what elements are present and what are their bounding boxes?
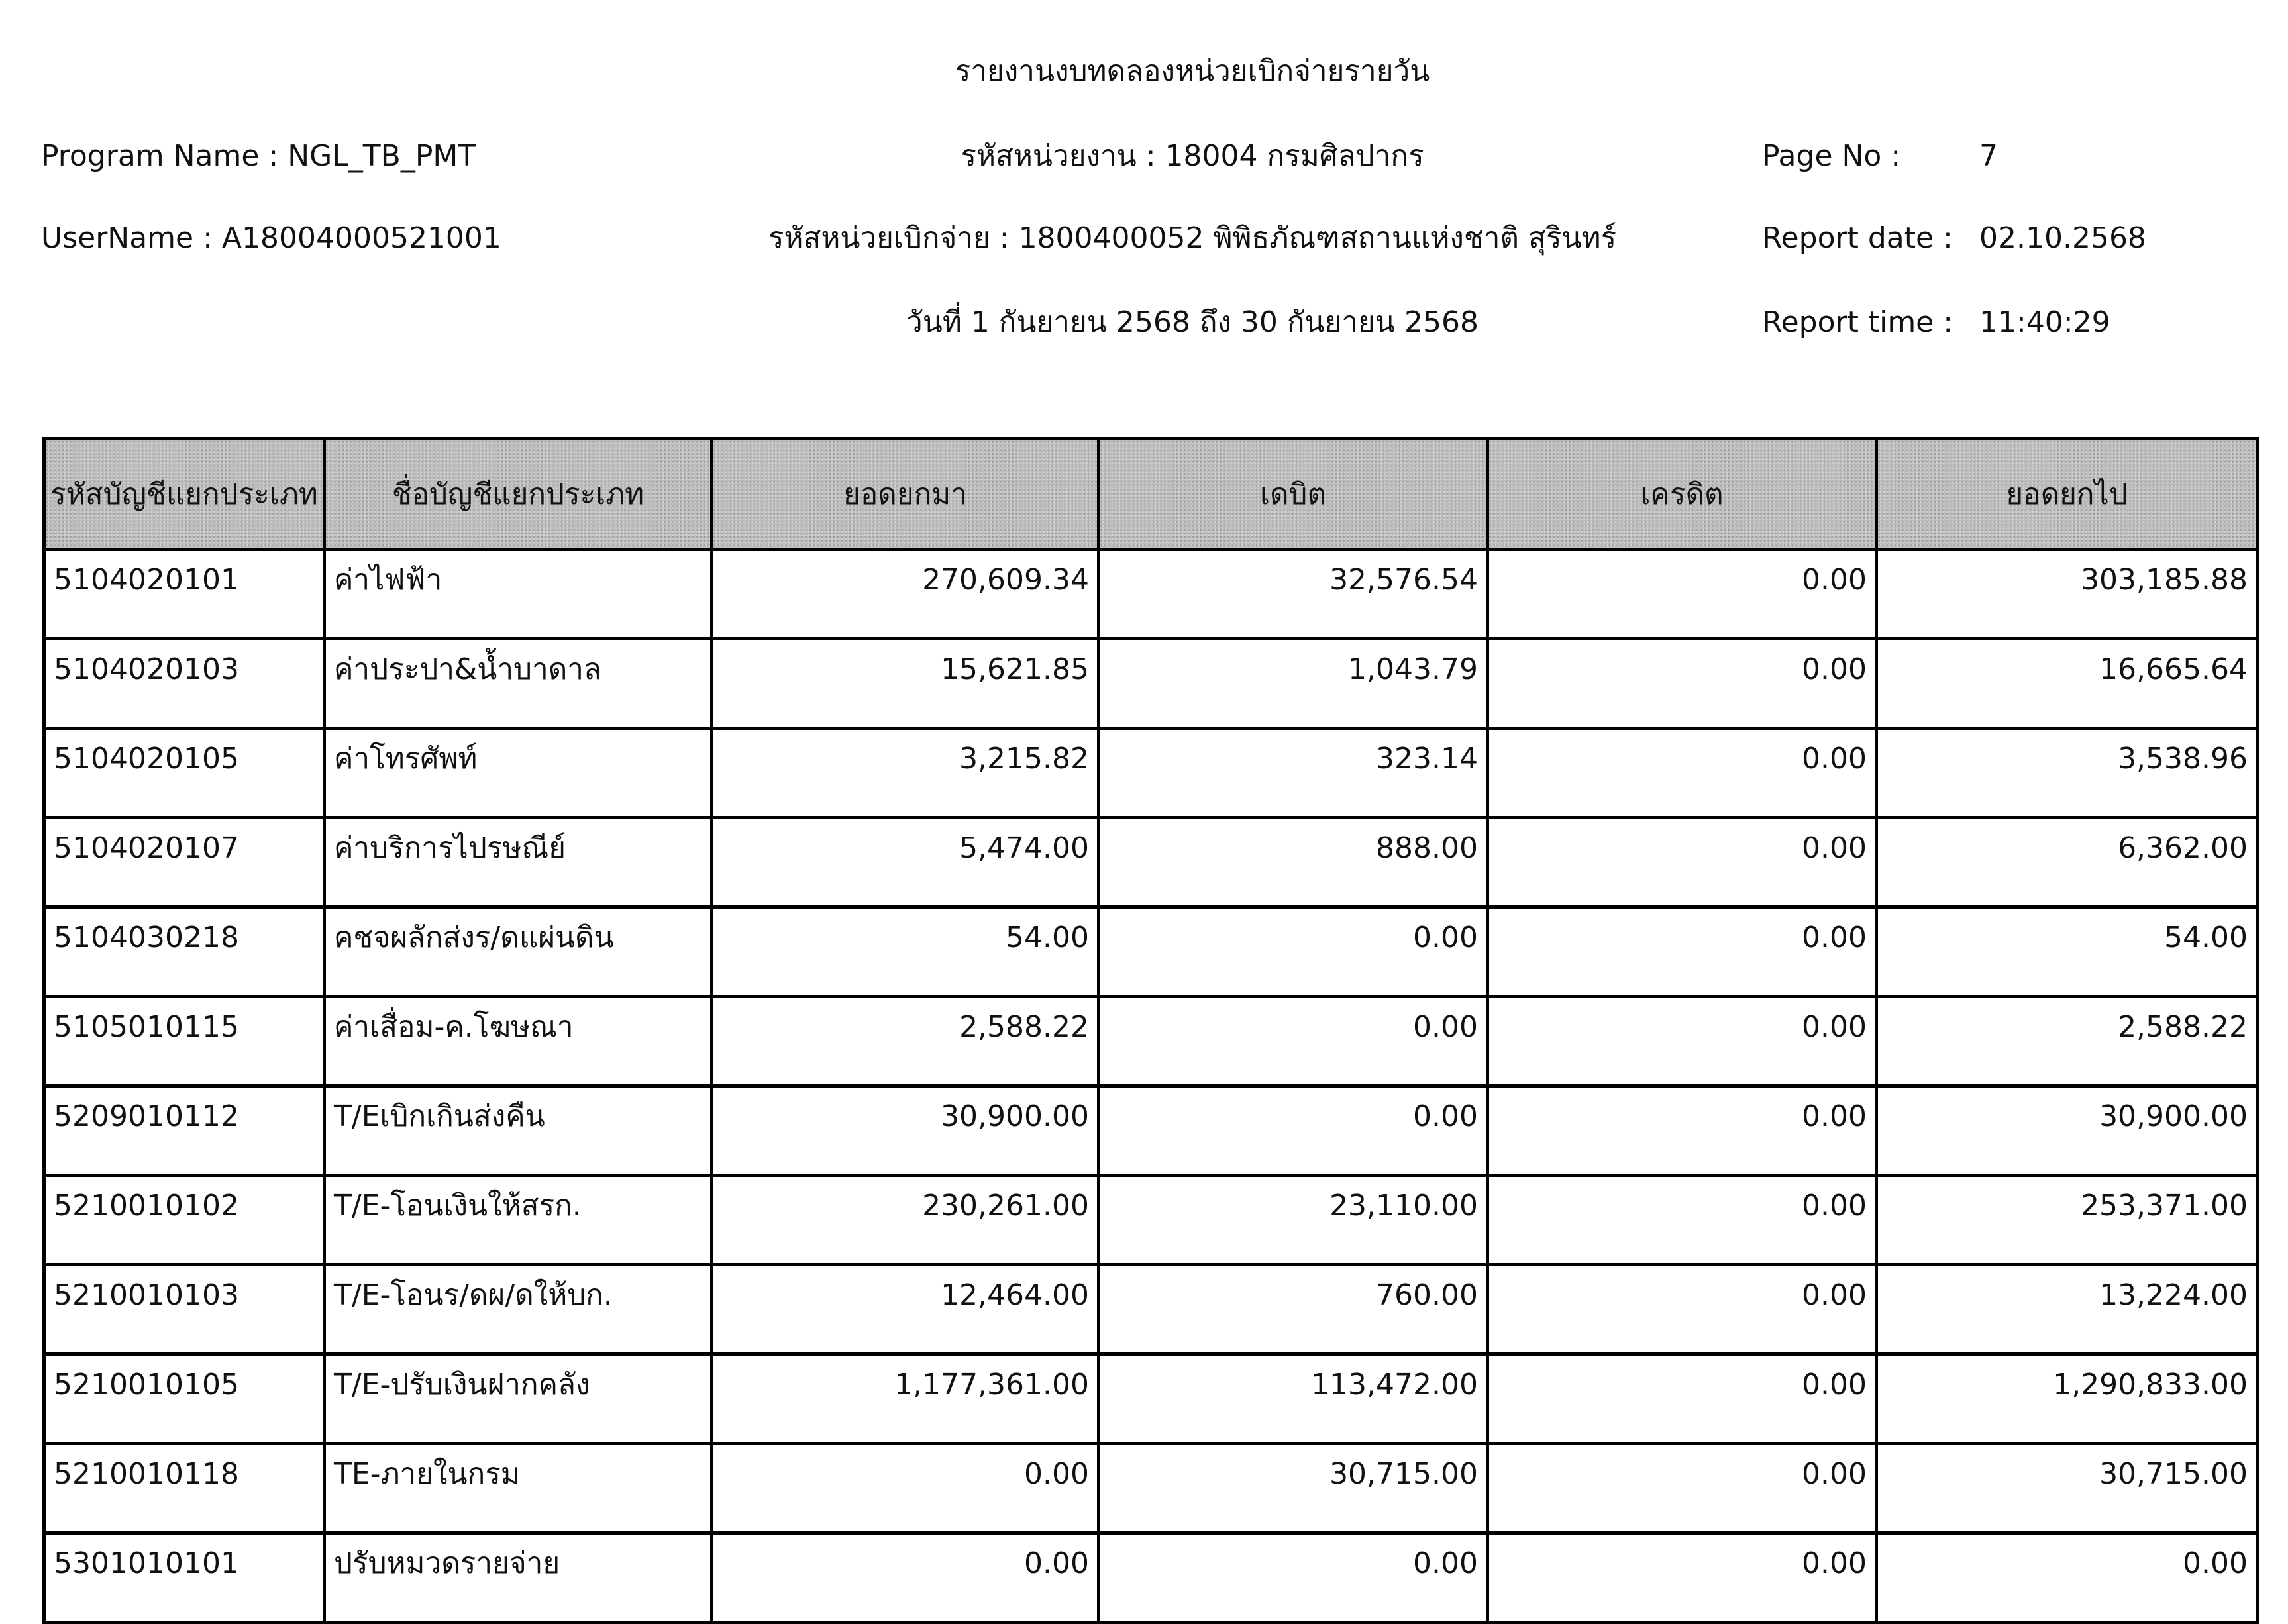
account-code: 5210010102 xyxy=(44,1176,325,1265)
report-date: 02.10.2568 xyxy=(1979,221,2146,255)
carried-forward: 3,538.96 xyxy=(1877,729,2258,818)
carried-forward: 30,715.00 xyxy=(1877,1444,2258,1533)
table-row xyxy=(44,1533,2258,1623)
debit: 323.14 xyxy=(1099,729,1488,818)
brought-forward: 270,609.34 xyxy=(712,550,1099,639)
account-name: TE-ภายในกรม xyxy=(325,1444,712,1533)
trial-balance-table xyxy=(42,437,2259,1624)
debit: 0.00 xyxy=(1099,907,1488,997)
report-time-label: Report time : xyxy=(1762,305,1953,339)
report-time: 11:40:29 xyxy=(1979,305,2110,339)
account-name: ค่าโทรศัพท์ xyxy=(325,729,712,818)
table-row xyxy=(44,997,2258,1086)
debit: 760.00 xyxy=(1099,1265,1488,1354)
column-header-account-code: รหัสบัญชีแยกประเภท xyxy=(44,439,325,550)
table-row xyxy=(44,907,2258,997)
carried-forward: 16,665.64 xyxy=(1877,639,2258,729)
credit: 0.00 xyxy=(1488,639,1877,729)
credit: 0.00 xyxy=(1488,1444,1877,1533)
brought-forward: 1,177,361.00 xyxy=(712,1354,1099,1444)
brought-forward: 12,464.00 xyxy=(712,1265,1099,1354)
carried-forward: 13,224.00 xyxy=(1877,1265,2258,1354)
account-name: คชจผลักส่งร/ดแผ่นดิน xyxy=(325,907,712,997)
table-row xyxy=(44,639,2258,729)
carried-forward: 253,371.00 xyxy=(1877,1176,2258,1265)
carried-forward: 303,185.88 xyxy=(1877,550,2258,639)
report-date-label: Report date : xyxy=(1762,221,1953,255)
table-row xyxy=(44,818,2258,907)
page-number: 7 xyxy=(1979,139,1998,173)
agency-code: รหัสหน่วยงาน : 18004 กรมศิลปากร xyxy=(961,139,1424,173)
account-code: 5210010103 xyxy=(44,1265,325,1354)
account-code: 5104020103 xyxy=(44,639,325,729)
credit: 0.00 xyxy=(1488,1354,1877,1444)
debit: 888.00 xyxy=(1099,818,1488,907)
carried-forward: 0.00 xyxy=(1877,1533,2258,1623)
column-header-account-name: ชื่อบัญชีแยกประเภท xyxy=(325,439,712,550)
column-header-credit: เครดิต xyxy=(1488,439,1877,550)
account-name: T/Eเบิกเกินส่งคืน xyxy=(325,1086,712,1176)
table-row xyxy=(44,1086,2258,1176)
debit: 23,110.00 xyxy=(1099,1176,1488,1265)
table-row xyxy=(44,1265,2258,1354)
disbursing-unit: รหัสหน่วยเบิกจ่าย : 1800400052 พิพิธภัณฑสถานแห่งชาติ สุรินทร์ xyxy=(768,221,1617,255)
credit: 0.00 xyxy=(1488,1086,1877,1176)
brought-forward: 54.00 xyxy=(712,907,1099,997)
carried-forward: 6,362.00 xyxy=(1877,818,2258,907)
credit: 0.00 xyxy=(1488,729,1877,818)
account-code: 5104020101 xyxy=(44,550,325,639)
brought-forward: 30,900.00 xyxy=(712,1086,1099,1176)
account-code: 5209010112 xyxy=(44,1086,325,1176)
brought-forward: 3,215.82 xyxy=(712,729,1099,818)
account-name: T/E-โอนเงินให้สรก. xyxy=(325,1176,712,1265)
debit: 0.00 xyxy=(1099,1086,1488,1176)
account-code: 5301010101 xyxy=(44,1533,325,1623)
debit: 32,576.54 xyxy=(1099,550,1488,639)
account-code: 5104020105 xyxy=(44,729,325,818)
carried-forward: 30,900.00 xyxy=(1877,1086,2258,1176)
column-header-carried-forward: ยอดยกไป xyxy=(1877,439,2258,550)
program-name: Program Name : NGL_TB_PMT xyxy=(41,139,476,173)
credit: 0.00 xyxy=(1488,550,1877,639)
report-title: รายงานงบทดลองหน่วยเบิกจ่ายรายวัน xyxy=(955,54,1430,88)
brought-forward: 230,261.00 xyxy=(712,1176,1099,1265)
account-code: 5210010105 xyxy=(44,1354,325,1444)
user-name: UserName : A18004000521001 xyxy=(41,221,501,255)
credit: 0.00 xyxy=(1488,818,1877,907)
account-name: ค่าไฟฟ้า xyxy=(325,550,712,639)
brought-forward: 5,474.00 xyxy=(712,818,1099,907)
credit: 0.00 xyxy=(1488,1533,1877,1623)
carried-forward: 1,290,833.00 xyxy=(1877,1354,2258,1444)
credit: 0.00 xyxy=(1488,907,1877,997)
table-row xyxy=(44,1444,2258,1533)
credit: 0.00 xyxy=(1488,1265,1877,1354)
carried-forward: 54.00 xyxy=(1877,907,2258,997)
debit: 1,043.79 xyxy=(1099,639,1488,729)
table-row xyxy=(44,1176,2258,1265)
account-name: T/E-โอนร/ดผ/ดให้บก. xyxy=(325,1265,712,1354)
account-name: ค่าบริการไปรษณีย์ xyxy=(325,818,712,907)
table-header-row xyxy=(44,439,2258,550)
table-row xyxy=(44,550,2258,639)
account-code: 5210010118 xyxy=(44,1444,325,1533)
carried-forward: 2,588.22 xyxy=(1877,997,2258,1086)
debit: 30,715.00 xyxy=(1099,1444,1488,1533)
table-row xyxy=(44,1354,2258,1444)
account-code: 5105010115 xyxy=(44,997,325,1086)
table-row xyxy=(44,729,2258,818)
debit: 113,472.00 xyxy=(1099,1354,1488,1444)
account-code: 5104030218 xyxy=(44,907,325,997)
account-name: ปรับหมวดรายจ่าย xyxy=(325,1533,712,1623)
debit: 0.00 xyxy=(1099,997,1488,1086)
account-name: ค่าประปา&น้ำบาดาล xyxy=(325,639,712,729)
brought-forward: 0.00 xyxy=(712,1444,1099,1533)
account-name: ค่าเสื่อม-ค.โฆษณา xyxy=(325,997,712,1086)
brought-forward: 2,588.22 xyxy=(712,997,1099,1086)
credit: 0.00 xyxy=(1488,1176,1877,1265)
debit: 0.00 xyxy=(1099,1533,1488,1623)
account-code: 5104020107 xyxy=(44,818,325,907)
column-header-debit: เดบิต xyxy=(1099,439,1488,550)
account-name: T/E-ปรับเงินฝากคลัง xyxy=(325,1354,712,1444)
page-number-label: Page No : xyxy=(1762,139,1901,173)
report-period: วันที่ 1 กันยายน 2568 ถึง 30 กันยายน 2568 xyxy=(906,305,1479,339)
credit: 0.00 xyxy=(1488,997,1877,1086)
brought-forward: 0.00 xyxy=(712,1533,1099,1623)
brought-forward: 15,621.85 xyxy=(712,639,1099,729)
column-header-brought-forward: ยอดยกมา xyxy=(712,439,1099,550)
